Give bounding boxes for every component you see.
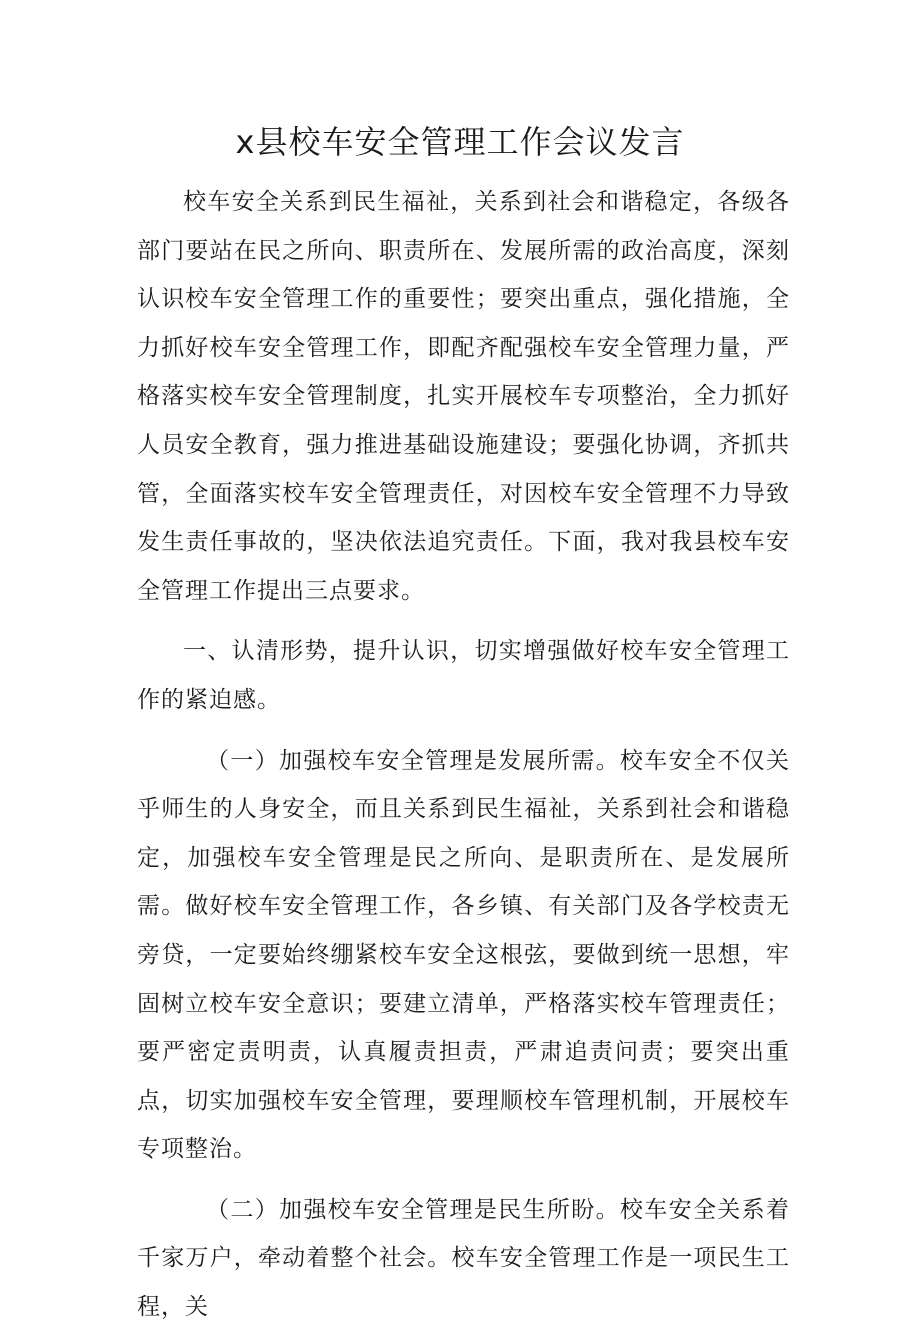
- document-title: x县校车安全管理工作会议发言: [235, 123, 685, 161]
- intro-paragraph: 校车安全关系到民生福祉，关系到社会和谐稳定，各级各部门要站在民之所向、职责所在、发展所需的政治高度，深刻认识校车安全管理工作的重要性；要突出重点，强化措施，全力抓好校车安全管理工作，即配齐配强校车安全管理力量，严格落实校车安全管理制度，扎实开展校车专项整治，全力抓好人员安全教育，强力推进基础设施建设；要强化协调，齐抓共管，全面落实校车安全管理责任，对因校车安全管理不力导致发生责任事故的，坚决依法追究责任。下面，我对我县校车安全管理工作提出三点要求。: [137, 189, 790, 604]
- section-heading-1: 一、认清形势，提升认识，切实增强做好校车安全管理工作的紧迫感。: [137, 638, 790, 713]
- subsection-paragraph-2: （二）加强校车安全管理是民生所盼。校车安全关系着千家万户，牵动着整个社会。校车安全管理工作是一项民生工程，关: [137, 1196, 790, 1321]
- subsection-paragraph-1: （一）加强校车安全管理是发展所需。校车安全不仅关乎师生的人身安全，而且关系到民生福祉，关系到社会和谐稳定，加强校车安全管理是民之所向、是职责所在、是发展所需。做好校车安全管理工作，各乡镇、有关部门及各学校责无旁贷，一定要始终绷紧校车安全这根弦，要做到统一思想，牢固树立校车安全意识；要建立清单，严格落实校车管理责任；要严密定责明责，认真履责担责，严肃追责问责；要突出重点，切实加强校车安全管理，要理顺校车管理机制，开展校车专项整治。: [137, 747, 790, 1163]
- document-body: [137, 178, 790, 1332]
